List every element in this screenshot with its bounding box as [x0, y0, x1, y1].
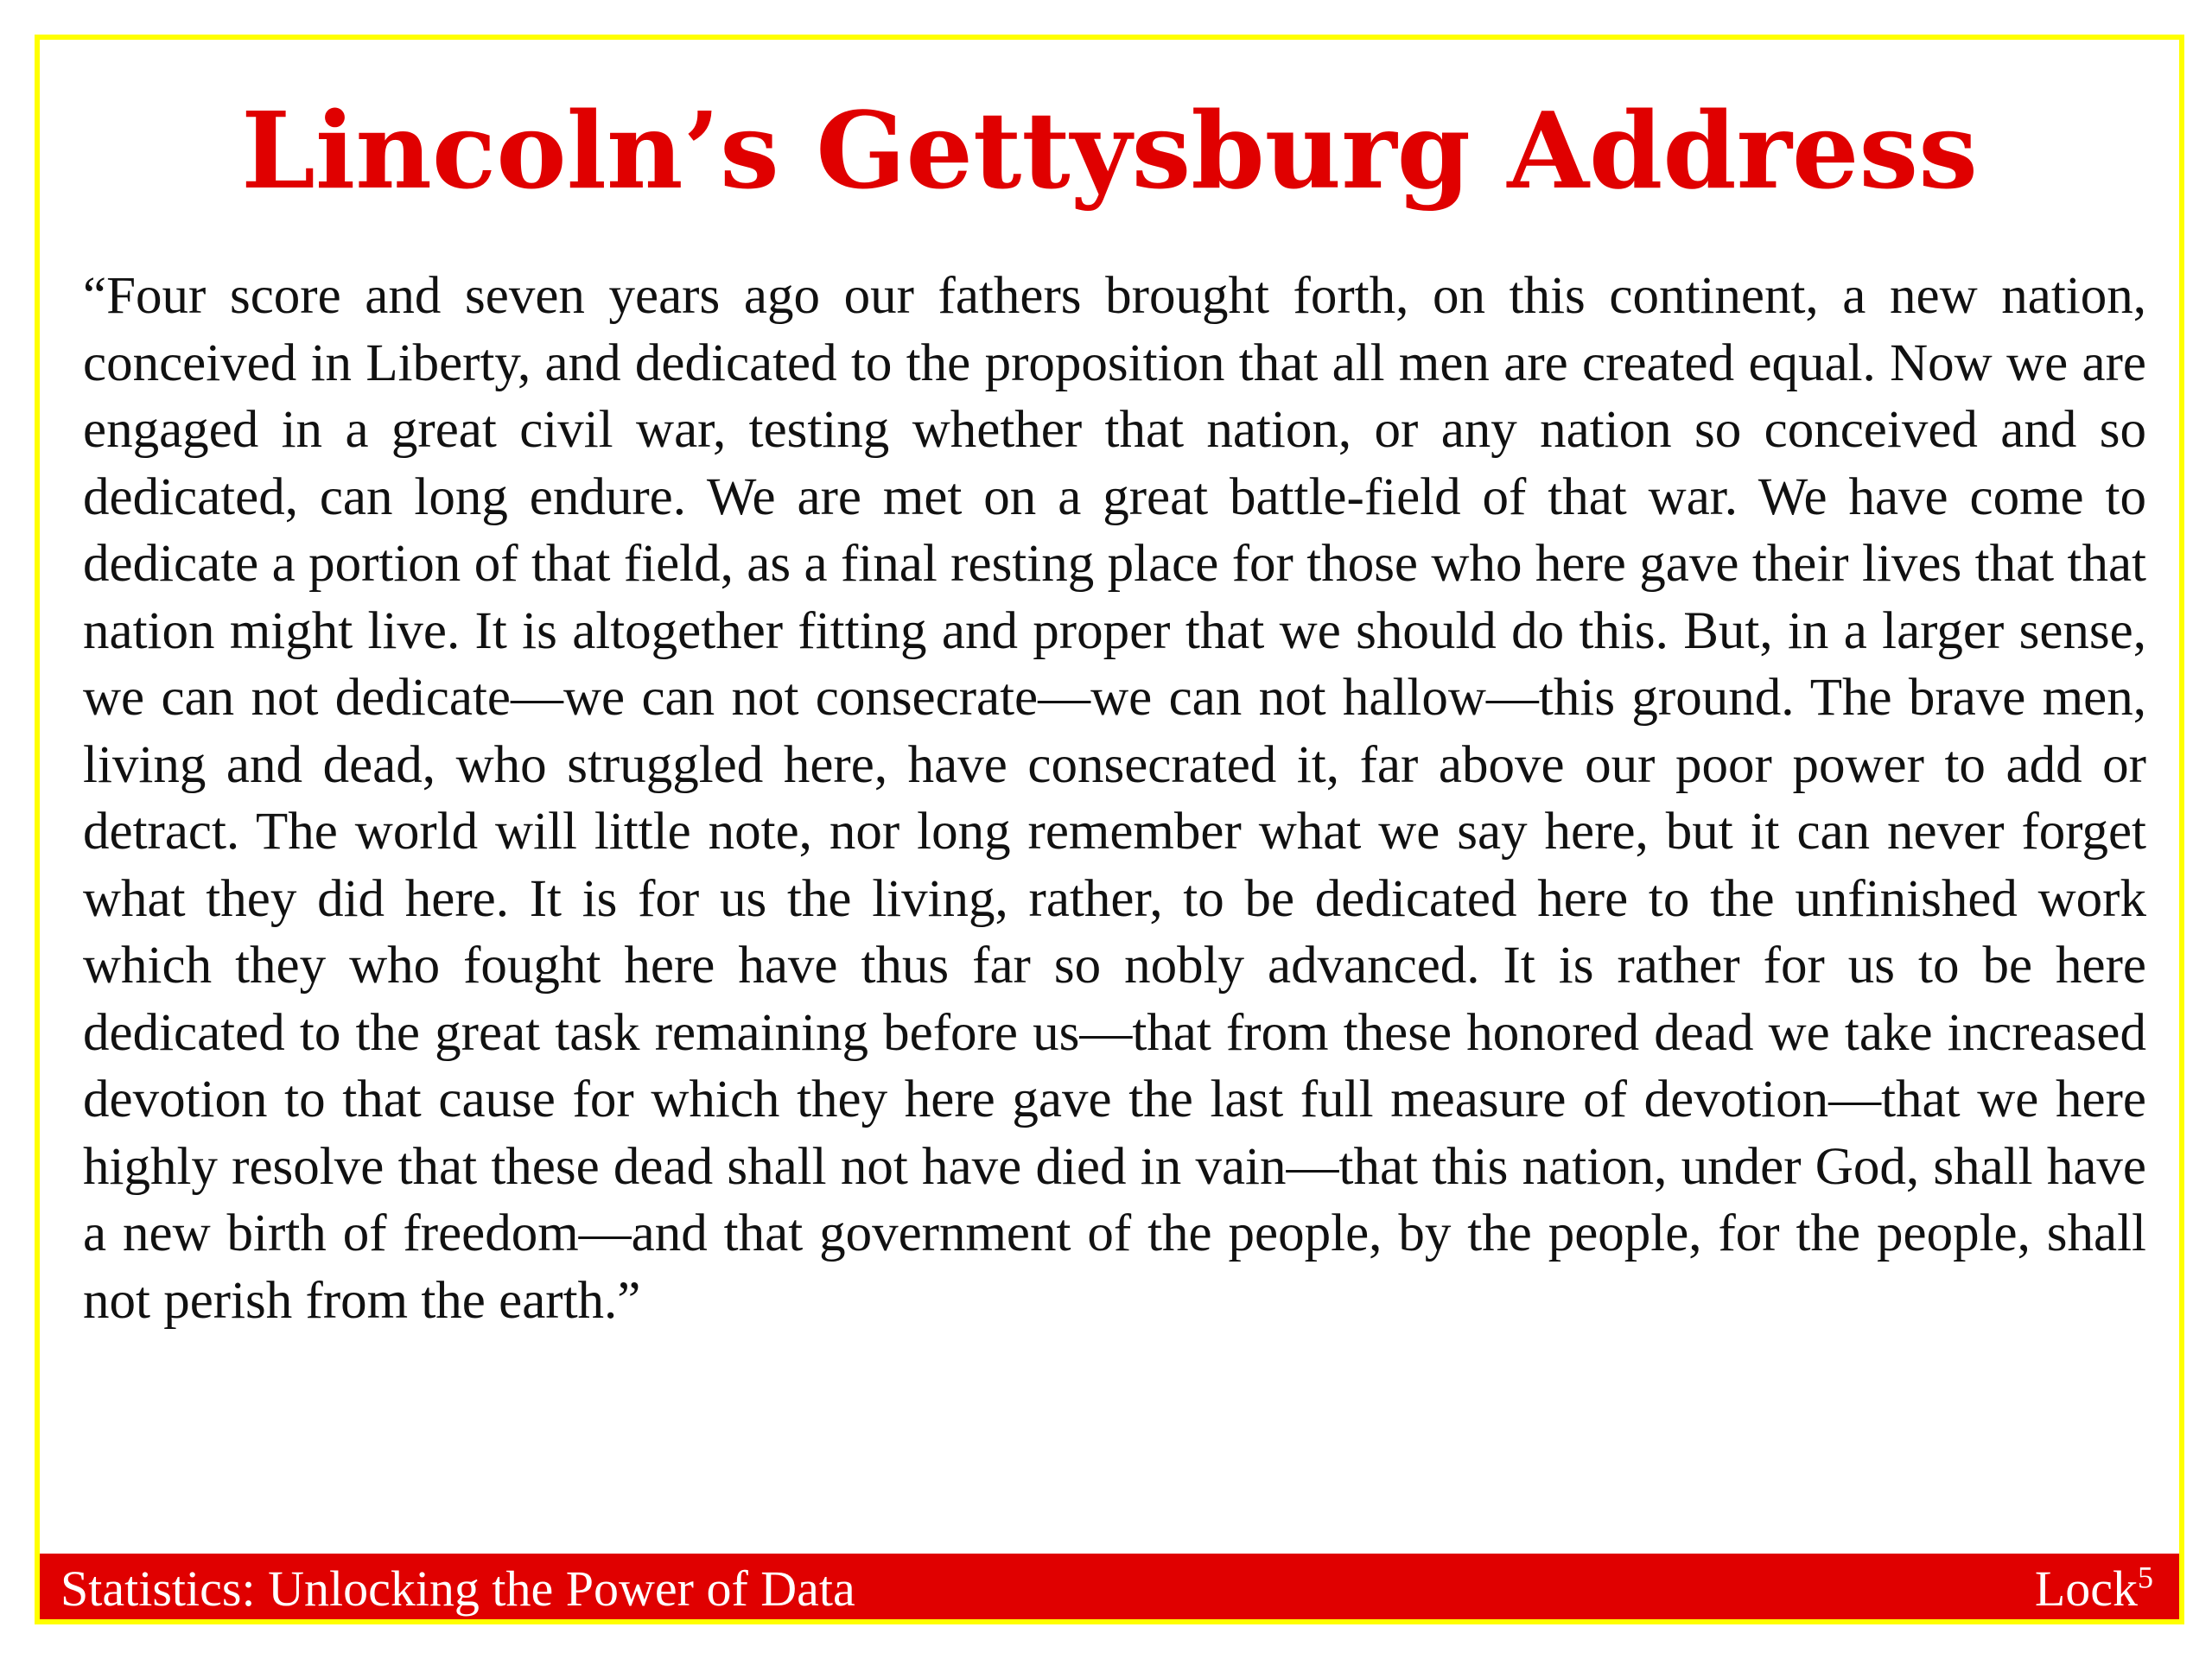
slide — [35, 35, 2184, 1624]
footer-author-superscript: 5 — [2138, 1560, 2153, 1595]
slide-title: Lincoln’s Gettysburg Address — [241, 88, 1978, 213]
footer-author — [2035, 1554, 2153, 1624]
footer-book-title: Statistics: Unlocking the Power of Data — [60, 1560, 855, 1617]
footer-bar — [40, 1554, 2179, 1624]
address-text: “Four score and seven years ago our fathers brought forth, on this continent, a new nation, conceived in Liberty, and dedicated to the proposition that all men are created equal. Now we are engaged in a great civil war, testing whether that nation, or any nation so conceived and so dedicated, can long endure. We are met on a great battle-field of that war. We have come to dedicate a portion of that field, as a final resting place for those who here gave their lives that that nation might live. It is altogether fitting and proper that we should do this. But, in a larger sense, we can not dedicate—we can not consecrate—we can not hallow—this ground. The brave men, living and dead, who struggled here, have consecrated it, far above our poor power to add or detract. The world will little note, nor long remember what we say here, but it can never forget what they did here. It is for us the living, rather, to be dedicated here to the unfinished work which they who fought here have thus far so nobly advanced. It is rather for us to be here dedicated to the great task remaining before us—that from these honored dead we take increased devotion to that cause for which they here gave the last full measure of devotion—that we here highly resolve that these dead shall not have died in vain—that this nation, under God, shall have a new birth of freedom—and that government of the people, by the people, for the people, shall not perish from the earth.” — [83, 267, 2146, 1330]
footer-author-name: Lock — [2034, 1560, 2138, 1617]
